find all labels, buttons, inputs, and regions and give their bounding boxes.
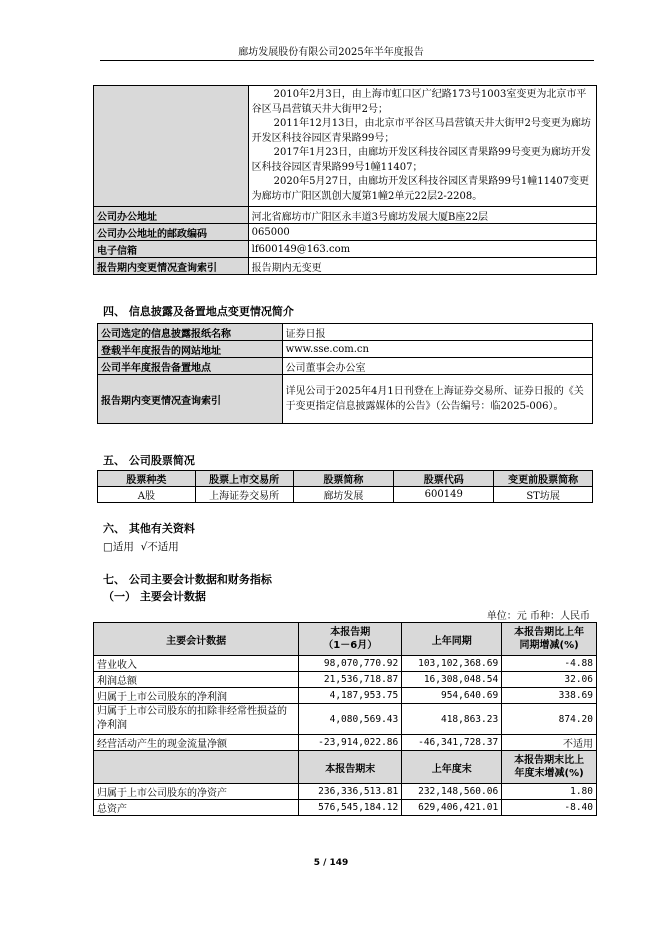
acct-value: 874.20 xyxy=(502,704,597,735)
acct-value: 4,080,569.43 xyxy=(299,704,402,735)
acct-value: -46,341,728.37 xyxy=(402,735,502,751)
newspaper-value: 证券日报 xyxy=(282,324,592,341)
stock-exchange-value: 上海证券交易所 xyxy=(195,487,293,503)
acct-value: 103,102,368.69 xyxy=(402,656,502,672)
disclosure-table xyxy=(97,323,593,424)
acct-value: 32.06 xyxy=(502,672,597,688)
acct-value: -4.88 xyxy=(502,656,597,672)
acct-value: -23,914,022.86 xyxy=(299,735,402,751)
disclosure-change-label: 报告期内变更情况查询索引 xyxy=(98,375,283,424)
header-divider xyxy=(100,60,594,61)
acct-row-label: 总资产 xyxy=(94,800,299,816)
report-location-value: 公司董事会办公室 xyxy=(282,358,592,375)
stock-code-value: 600149 xyxy=(394,487,494,503)
acct-header2-blank xyxy=(94,751,299,784)
acct-value: 16,308,048.54 xyxy=(402,672,502,688)
acct-value: 418,863.23 xyxy=(402,704,502,735)
page-number: 5 / 149 xyxy=(313,858,349,868)
section7-title: 七、 公司主要会计数据和财务指标 xyxy=(103,573,272,586)
acct-value: 98,070,770.92 xyxy=(299,656,402,672)
acct-header2-cell: 本报告期末比上 年度末增减(%) xyxy=(502,751,597,784)
acct-value: 338.69 xyxy=(502,688,597,704)
stock-type-value: A股 xyxy=(98,487,196,503)
address-history-cell xyxy=(248,86,596,207)
page-header: 廊坊发展股份有限公司2025年半年度报告 xyxy=(238,47,424,58)
stock-header-cell: 股票种类 xyxy=(98,471,196,487)
acct-header-cell: 主要会计数据 xyxy=(94,623,299,656)
section7-subtitle: （一） 主要会计数据 xyxy=(103,590,206,603)
report-location-label: 公司半年度报告备置地点 xyxy=(98,358,283,375)
change-index-value: 报告期内无变更 xyxy=(248,258,596,275)
postcode-label: 公司办公地址的邮政编码 xyxy=(94,224,249,241)
accounting-data-table xyxy=(93,622,597,816)
company-address-table xyxy=(93,85,597,275)
email-label: 电子信箱 xyxy=(94,241,249,258)
section4-title: 四、 信息披露及备置地点变更情况简介 xyxy=(103,305,294,318)
postcode-value: 065000 xyxy=(248,224,596,241)
acct-header2-cell: 本报告期末 xyxy=(299,751,402,784)
address-history-line: 2017年1月23日，由廊坊开发区科技谷园区青果路99号变更为廊坊开发区科技谷园区青果路99号1幢11407； xyxy=(251,147,591,173)
office-address-label: 公司办公地址 xyxy=(94,207,249,224)
address-history-label-cell xyxy=(94,86,249,207)
stock-table xyxy=(97,470,593,503)
office-address-value: 河北省廊坊市广阳区永丰道3号廊坊发展大厦B座22层 xyxy=(248,207,596,224)
acct-value: 不适用 xyxy=(502,735,597,751)
section5-title: 五、 公司股票简况 xyxy=(103,454,195,467)
acct-value: 954,640.69 xyxy=(402,688,502,704)
email-value: lf600149@163.com xyxy=(248,241,596,258)
newspaper-label: 公司选定的信息披露报纸名称 xyxy=(98,324,283,341)
acct-value: 1.80 xyxy=(502,784,597,800)
change-index-label: 报告期内变更情况查询索引 xyxy=(94,258,249,275)
website-value: www.sse.com.cn xyxy=(282,341,592,358)
unit-line: 单位：元 币种：人民币 xyxy=(486,611,590,622)
acct-header-cell: 上年同期 xyxy=(402,623,502,656)
acct-value: 236,336,513.81 xyxy=(299,784,402,800)
option-applicable: □适用 xyxy=(103,541,134,553)
acct-header2-cell: 上年度末 xyxy=(402,751,502,784)
address-history-line: 2011年12月13日，由北京市平谷区马昌营镇天井大街甲2号变更为廊坊开发区科技谷园区青果路99号； xyxy=(251,118,591,144)
option-not-applicable: √不适用 xyxy=(140,541,179,553)
acct-row-label: 归属于上市公司股东的扣除非经常性损益的净利润 xyxy=(94,704,299,735)
acct-row-label: 营业收入 xyxy=(94,656,299,672)
stock-short-name-value: 廊坊发展 xyxy=(293,487,394,503)
acct-value: 4,187,953.75 xyxy=(299,688,402,704)
acct-header-cell: 本报告期比上年 同期增减(%) xyxy=(502,623,597,656)
acct-value: 629,406,421.01 xyxy=(402,800,502,816)
address-history-line: 2010年2月3日，由上海市虹口区广纪路173号1003室变更为北京市平谷区马昌营镇天井大街甲2号； xyxy=(251,89,587,115)
stock-header-cell: 股票上市交易所 xyxy=(195,471,293,487)
stock-former-name-value: ST坊展 xyxy=(494,487,593,503)
website-label: 登载半年度报告的网站地址 xyxy=(98,341,283,358)
acct-header-cell: 本报告期 （1－6月） xyxy=(299,623,402,656)
acct-value: 232,148,560.06 xyxy=(402,784,502,800)
acct-row-label: 归属于上市公司股东的净利润 xyxy=(94,688,299,704)
address-history-line: 2020年5月27日，由廊坊开发区科技谷园区青果路99号1幢11407变更为廊坊市广阳区凯创大厦第1幢2单元22层2-2208。 xyxy=(251,176,590,202)
disclosure-change-value: 详见公司于2025年4月1日刊登在上海证券交易所、证券日报的《关于变更指定信息披露媒体的公告》（公告编号：临2025-006）。 xyxy=(282,375,592,424)
stock-header-cell: 变更前股票简称 xyxy=(494,471,593,487)
acct-row-label: 利润总额 xyxy=(94,672,299,688)
stock-header-cell: 股票代码 xyxy=(394,471,494,487)
acct-value: -8.40 xyxy=(502,800,597,816)
acct-row-label: 归属于上市公司股东的净资产 xyxy=(94,784,299,800)
section6-title: 六、 其他有关资料 xyxy=(103,522,195,535)
stock-header-cell: 股票简称 xyxy=(293,471,394,487)
acct-row-label: 经营活动产生的现金流量净额 xyxy=(94,735,299,751)
applicability-options xyxy=(103,539,179,554)
acct-value: 576,545,184.12 xyxy=(299,800,402,816)
acct-value: 21,536,718.87 xyxy=(299,672,402,688)
